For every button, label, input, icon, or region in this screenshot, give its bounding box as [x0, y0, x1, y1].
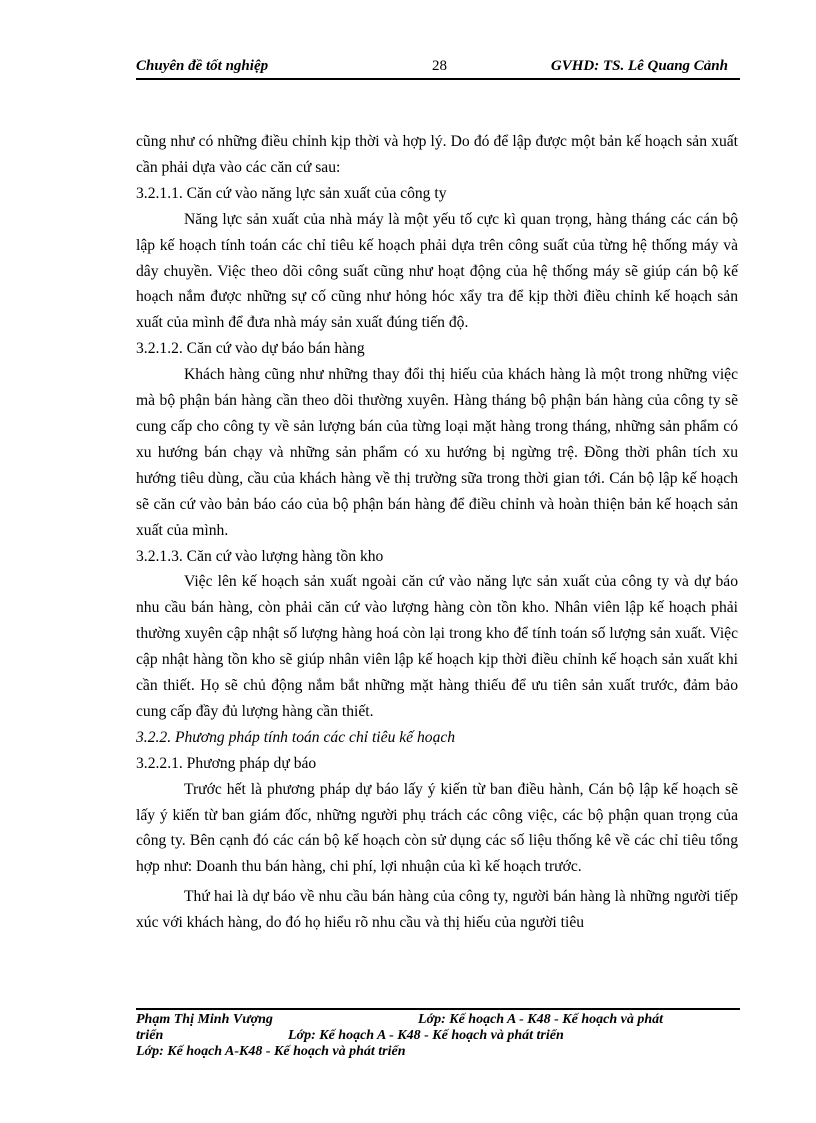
section-heading-3-2-2: 3.2.2. Phương pháp tính toán các chỉ tiêu kế hoạch — [136, 728, 456, 746]
paragraph-sales-forecast: Khách hàng cũng như những thay đổi thị hiếu của khách hàng là một trong những việc mà bộ phận bán hàng cần theo dõi thường xuyên. Hàng tháng bộ phận bán hàng của công ty sẽ cung cấp cho công ty về sản lượng bán của từng loại mặt hàng trong tháng, những sản phẩm có xu hướng bán chạy và những sản phẩm có xu hướng bị ngừng trệ. Đồng thời phân tích xu hướng tiêu dùng, cầu của khách hàng về thị trường sữa trong thời gian tới. Cán bộ lập kế hoạch sẽ căn cứ vào bản báo cáo của bộ phận bán hàng để điều chỉnh và hoàn thiện bản kế hoạch sản xuất của mình. — [136, 366, 738, 539]
paragraph-continuation: cũng như có những điều chỉnh kịp thời và hợp lý. Do đó để lập được một bản kế hoạch sản xuất cần phải dựa vào các căn cứ sau: — [136, 133, 738, 176]
paragraph-inventory: Việc lên kế hoạch sản xuất ngoài căn cứ vào năng lực sản xuất của công ty và dự báo nhu cầu bán hàng, còn phải căn cứ vào lượng hàng còn tồn kho. Nhân viên lập kế hoạch phải thường xuyên cập nhật số lượng hàng hoá còn lại trong kho để tính toán số lượng sản xuất. Việc cập nhật hàng tồn kho sẽ giúp nhân viên lập kế hoạch kịp thời điều chỉnh kế hoạch sản xuất khi cần thiết. Họ sẽ chủ động nắm bắt những mặt hàng thiếu để ưu tiên sản xuất trước, đảm bảo cung cấp đầy đủ lượng hàng cần thiết. — [136, 573, 738, 720]
section-heading-3-2-1-2: 3.2.1.2. Căn cứ vào dự báo bán hàng — [136, 340, 365, 358]
header-rule — [136, 78, 740, 80]
paragraph-production-capacity: Năng lực sản xuất của nhà máy là một yếu tố cực kì quan trọng, hàng tháng các cán bộ lập kế hoạch tính toán các chỉ tiêu kế hoạch phải dựa trên công suất của từng hệ thống máy và dây chuyền. Việc theo dõi công suất cũng như hoạt động của hệ thống máy sẽ giúp cán bộ kế hoạch nắm được những sự cố cũng như hỏng hóc xẩy tra để kịp thời điều chỉnh kế hoạch sản xuất của mình để đưa nhà máy sản xuất đúng tiến độ. — [136, 210, 738, 332]
footer-class-line-3: Lớp: Kế hoạch A-K48 - Kế hoạch và phát triển — [136, 1044, 406, 1059]
page-header — [136, 54, 740, 80]
document-body — [136, 129, 738, 936]
footer-author: Phạm Thị Minh Vượng — [136, 1012, 273, 1027]
paragraph-forecast-method: Trước hết là phương pháp dự báo lấy ý kiến từ ban điều hành, Cán bộ lập kế hoạch sẽ lấy ý kiến từ ban giám đốc, những người phụ trách các công việc, các bộ phận quan trọng của công ty. Bên cạnh đó các cán bộ kế hoạch còn sử dụng các số liệu thống kê về các chỉ tiêu tổng hợp như: Doanh thu bán hàng, chi phí, lợi nhuận của kì kế hoạch trước. — [136, 780, 738, 876]
section-heading-3-2-1-3: 3.2.1.3. Căn cứ vào lượng hàng tồn kho — [136, 547, 384, 565]
header-page-number: 28 — [432, 58, 447, 74]
header-document-type: Chuyên đề tốt nghiệp — [136, 58, 269, 74]
section-heading-3-2-2-1: 3.2.2.1. Phương pháp dự báo — [136, 754, 317, 772]
footer-class-line-1: Lớp: Kế hoạch A - K48 - Kế hoạch và phát — [418, 1012, 663, 1027]
footer-rule — [136, 1008, 740, 1010]
paragraph-demand-forecast: Thứ hai là dự báo về nhu cầu bán hàng của công ty, người bán hàng là những người tiếp xúc với khách hàng, do đó họ hiểu rõ nhu cầu và thị hiếu của người tiêu — [136, 888, 738, 932]
section-heading-3-2-1-1: 3.2.1.1. Căn cứ vào năng lực sản xuất của công ty — [136, 184, 447, 202]
header-advisor: GVHD: TS. Lê Quang Cảnh — [550, 58, 728, 74]
footer-class-line-2: Lớp: Kế hoạch A - K48 - Kế hoạch và phát triển — [288, 1028, 564, 1043]
footer-class-wrap: triển — [136, 1028, 164, 1043]
page-footer — [136, 1012, 740, 1060]
